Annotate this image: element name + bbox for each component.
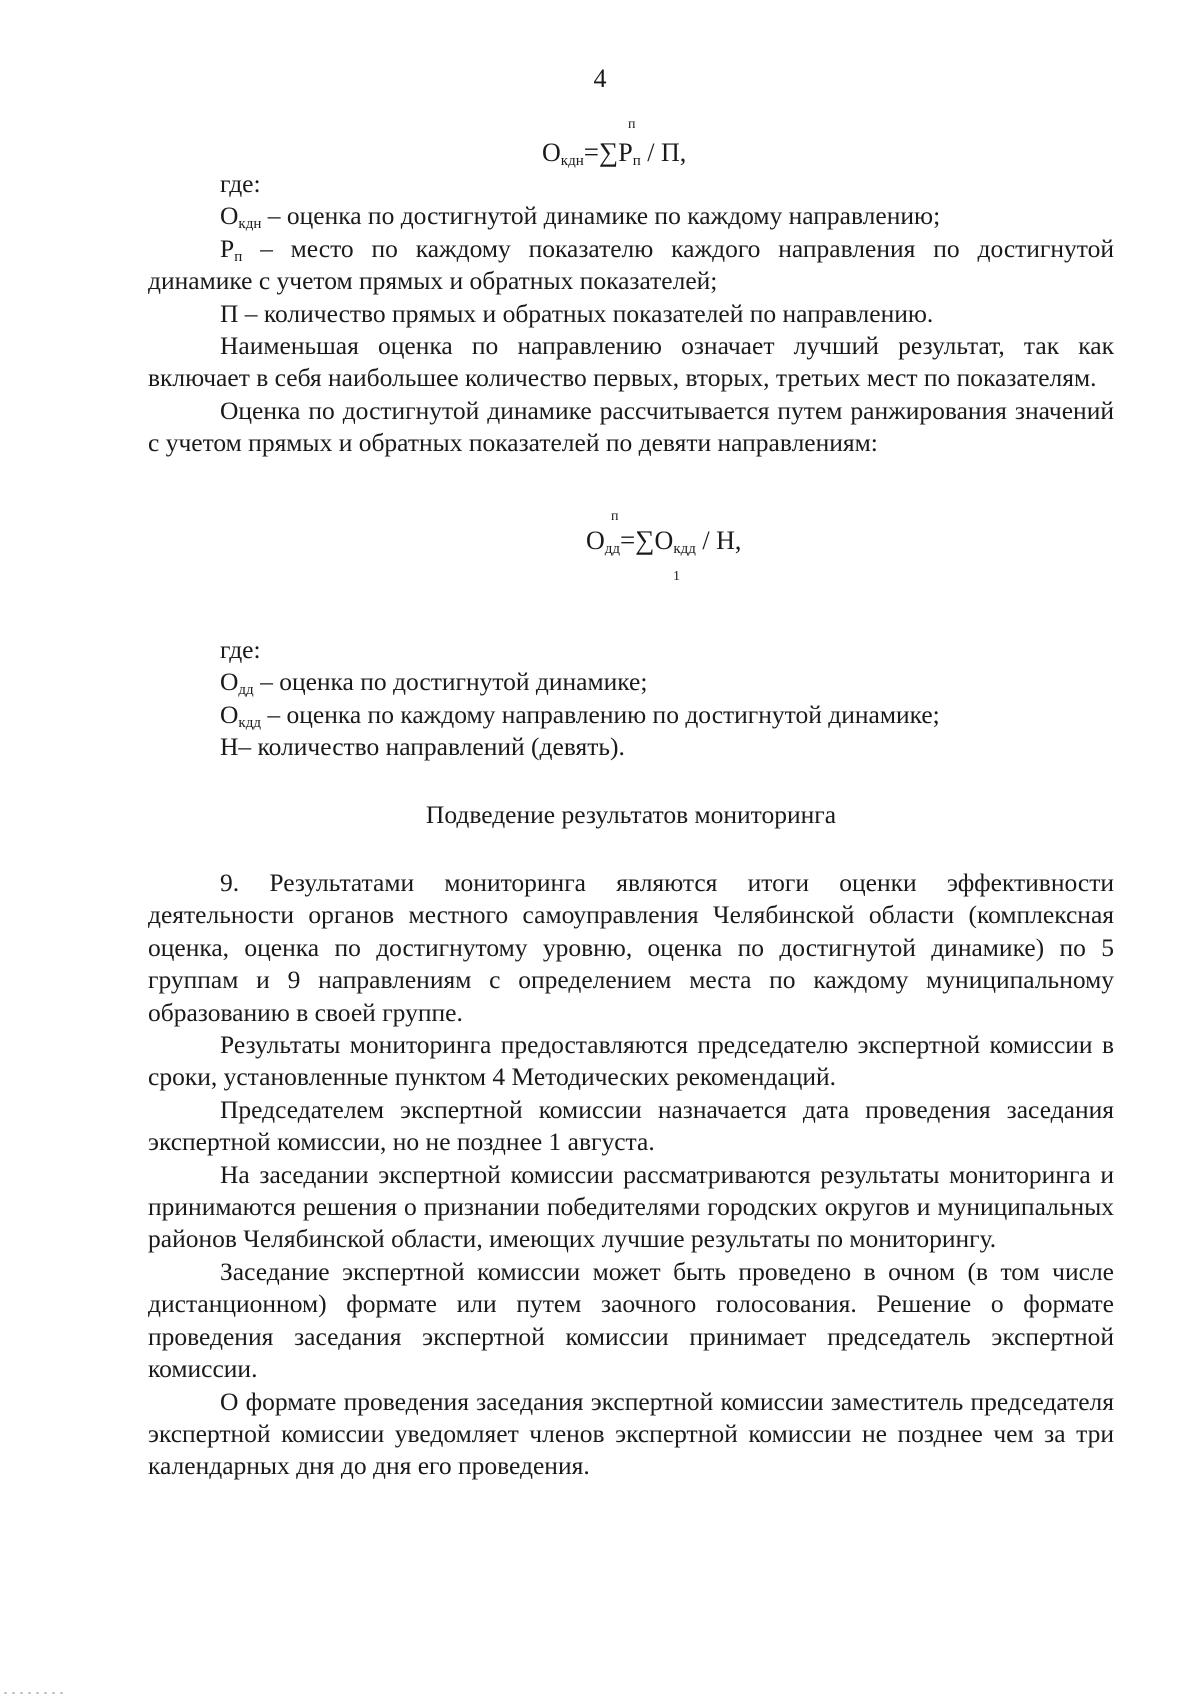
section-heading: Подведение результатов мониторинга <box>425 800 837 829</box>
paragraph: 9. Результатами мониторинга являются итоги оценки эффективности деятельности органов местного самоуправления Челябинской области (комплексная оценка, оценка по достигнутому уровню, оценка по достигнутой динамике) по 5 группам и 9 направлениям с определением места по каждому муниципальному образованию в своей группе. <box>148 868 1114 1027</box>
formula-dd <box>0 505 1200 595</box>
formula-upper-limit: п <box>611 509 619 524</box>
where-label: где: <box>220 635 261 664</box>
paragraph: О формате проведения заседания экспертной комиссии заместитель председателя экспертной комиссии уведомляет членов экспертной комиссии не позднее чем за три календарных дня до дня его проведения. <box>148 1386 1114 1481</box>
formula-expression: $О_{дд}=\sum О_{кдд} / Н$, <box>586 525 742 557</box>
formula-expression: $О_{кдн}=\sum Р_п / П$, <box>542 137 687 169</box>
definition-kdd: $О_{кдд}$ – оценка по каждому направлению по достигнутой динамике; <box>220 699 940 731</box>
definition-dd: $О_{дд}$ – оценка по достигнутой динамике; <box>220 667 648 699</box>
definition-p: П – количество прямых и обратных показателей по направлению. <box>220 298 934 328</box>
paragraph: Оценка по достигнутой динамике рассчитывается путем ранжирования значений с учетом прямых и обратных показателей по девяти направлениям: <box>148 395 1114 458</box>
formula-lower-limit: 1 <box>673 569 680 584</box>
definition-n: Н– количество направлений (девять). <box>220 732 625 762</box>
paragraph: Результаты мониторинга предоставляются председателю экспертной комиссии в сроки, установленные пунктом 4 Методических рекомендаций. <box>148 1030 1114 1092</box>
definition-rp: $Р_п$ – место по каждому показателю каждого направления по достигнутой динамике с учетом прямых и обратных показателей; <box>148 233 1114 296</box>
where-label: где: <box>220 169 261 198</box>
page-number: 4 <box>593 64 607 93</box>
definitions-block-1 <box>148 168 1114 460</box>
formula-upper-limit: п <box>628 117 636 132</box>
definitions-block-2 <box>148 634 1114 764</box>
scan-artifact <box>4 1692 64 1694</box>
paragraph: На заседании экспертной комиссии рассматриваются результаты мониторинга и принимаются решения о признании победителями городских округов и муниципальных районов Челябинской области, имеющих лучшие результаты по мониторингу. <box>148 1159 1114 1254</box>
paragraph: Председателем экспертной комиссии назначается дата проведения заседания экспертной комиссии, но не позднее 1 августа. <box>148 1094 1114 1157</box>
paragraph: Наименьшая оценка по направлению означает лучший результат, так как включает в себя наибольшее количество первых, вторых, третьих мест по показателям. <box>148 331 1114 393</box>
paragraph: Заседание экспертной комиссии может быть проведено в очном (в том числе дистанционном) формате или путем заочного голосования. Решение о формате проведения заседания экспертной комиссии принимает председатель экспертной комиссии. <box>148 1256 1114 1384</box>
definition-kdn: $О_{кдн}$ – оценка по достигнутой динамике по каждому направлению; <box>220 201 941 233</box>
results-block <box>148 867 1114 1483</box>
